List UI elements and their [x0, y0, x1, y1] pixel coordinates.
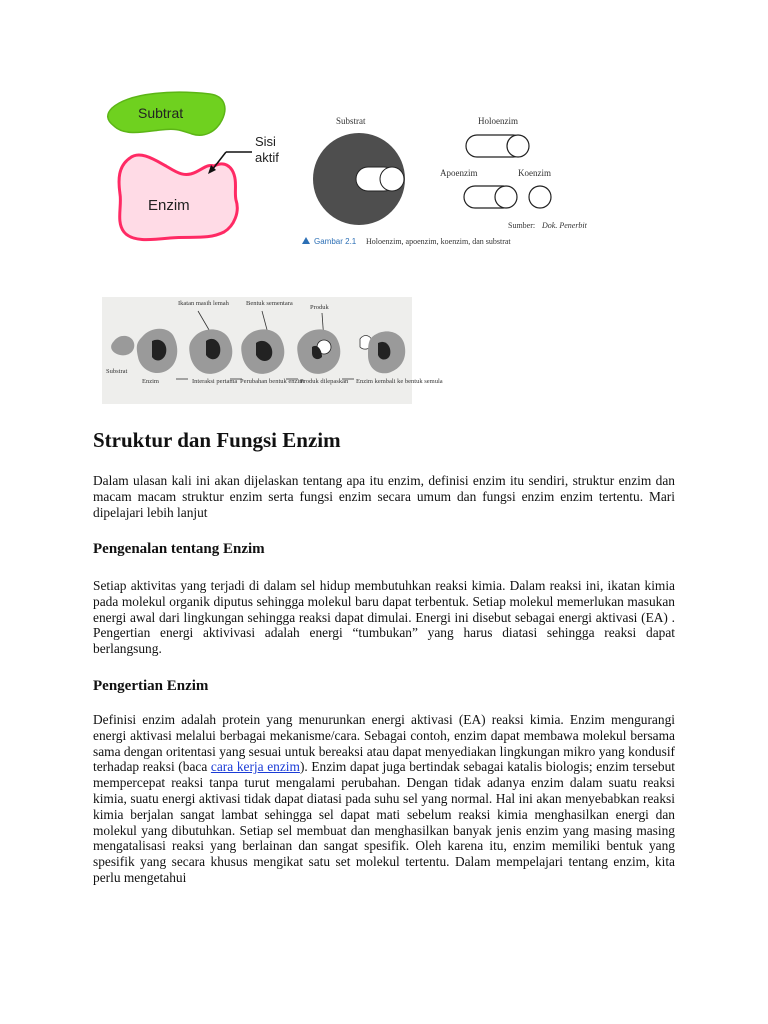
active-site-label-2: aktif: [255, 150, 279, 165]
section1-paragraph: Setiap aktivitas yang terjadi di dalam sel hidup membutuhkan reaksi kimia. Dalam reaksi ini, ikatan kimia pada molekul organik diputus sehingga molekul baru dapat terbentuk. Setiap molekul memerlukan masukan energi awal dari lingkungan sehingga reaksi dapat dimulai. Energi ini disebut sebagai energi aktivasi (EA) . Pengertian energi aktivivasi adalah energi “tumbukan” yang harus diatasi sehingga reaksi dapat berlangsung.: [93, 578, 675, 657]
holoenzim-coenzyme: [507, 135, 529, 157]
section2-text-before: Definisi enzim adalah protein yang menurunkan energi aktivasi (EA) reaksi kimia. Enzim mengurangi energi aktivasi melalui berbagai mekanisme/cara. Sebagai contoh, enzim dapat membawa molekul bersama sama dengan oritentasi yang sesuai untuk bereaksi atau dapat menyediakan lingkungan mikro yang kondusif terhadap reaksi (baca: [93, 712, 675, 775]
intro-paragraph: Dalam ulasan kali ini akan dijelaskan tentang apa itu enzim, definisi enzim itu sendiri, struktur enzim dan macam macam struktur enzim serta fungsi enzim secara umum dan fungsi enzim enzim tertentu. Mari dipelajari lebih lanjut: [93, 473, 675, 520]
substrate-slot-cap: [380, 167, 404, 191]
label-substrat: Substrat: [106, 368, 128, 375]
source-prefix: Sumber:: [508, 221, 536, 230]
caption-triangle-icon: [302, 237, 310, 244]
figure-enzyme-substrate: [100, 88, 300, 258]
koenzim-label: Koenzim: [518, 168, 551, 178]
active-site-label-1: Sisi: [255, 134, 276, 149]
source-name: Dok. Penerbit: [542, 221, 587, 230]
section1-heading: Pengenalan tentang Enzim: [93, 541, 265, 557]
koenzim-shape: [529, 186, 551, 208]
label-kembali: Enzim kembali ke bentuk semula: [356, 378, 443, 385]
article-title: Struktur dan Fungsi Enzim: [93, 428, 341, 452]
holoenzim-diagram: [300, 108, 587, 252]
label-perubahan: Perubahan bentuk enzim: [240, 378, 305, 385]
section2-paragraph: [93, 712, 675, 886]
substrate-label: Subtrat: [138, 105, 184, 121]
label-produk-top: Produk: [310, 304, 329, 311]
label-bentuk: Bentuk sementara: [246, 300, 293, 307]
enzyme-label: Enzim: [148, 197, 190, 214]
enzyme-mechanism-diagram: [102, 297, 443, 404]
apoenzim-label: Apoenzim: [440, 168, 478, 178]
section2-heading: Pengertian Enzim: [93, 678, 209, 694]
caption-text: Holoenzim, apoenzim, koenzim, dan substrat: [366, 237, 511, 246]
apoenzim-cap: [495, 186, 517, 208]
caption-figno: Gambar 2.1: [314, 237, 357, 246]
substrat-label: Substrat: [336, 116, 366, 126]
label-enzim: Enzim: [142, 378, 159, 385]
label-produk: Produk dilepaskan: [300, 378, 349, 385]
figure-enzyme-mechanism: [102, 297, 443, 404]
enzyme-substrate-diagram: [100, 88, 300, 258]
label-ikatan: Ikatan masih lemah: [178, 300, 229, 307]
section2-text-after: ). Enzim dapat juga bertindak sebagai katalis biologis; enzim tersebut mempercepat reaksi tanpa turut mengalami perubahan. Dengan tidak adanya enzim dalam suatu reaksi kimia, suatu energi aktivasi tidak dapat diatasi pada suhu sel yang normal. Hal ini akan menyebabkan reaksi kimia berjalan sangat lambat sehingga sel dapat mati sebelum reaksi kimia menghasilkan energi dan molekul yang dibutuhkan. Setiap sel membuat dan menghasilkan banyak jenis enzim yang masing masing mengatalisasi reaksi yang berlainan dan sangat spesifik. Oleh karena itu, enzim memiliki bentuk yang spesifik yang secara khusus mengikat satu set molekul tertentu. Dalam mempelajari tentang enzim, kita perlu mengetahui: [93, 759, 675, 885]
figure-holoenzim: [300, 108, 587, 252]
label-interaksi: Interaksi pertama: [192, 378, 238, 385]
holoenzim-label: Holoenzim: [478, 116, 518, 126]
cara-kerja-enzim-link[interactable]: cara kerja enzim: [210, 759, 300, 775]
